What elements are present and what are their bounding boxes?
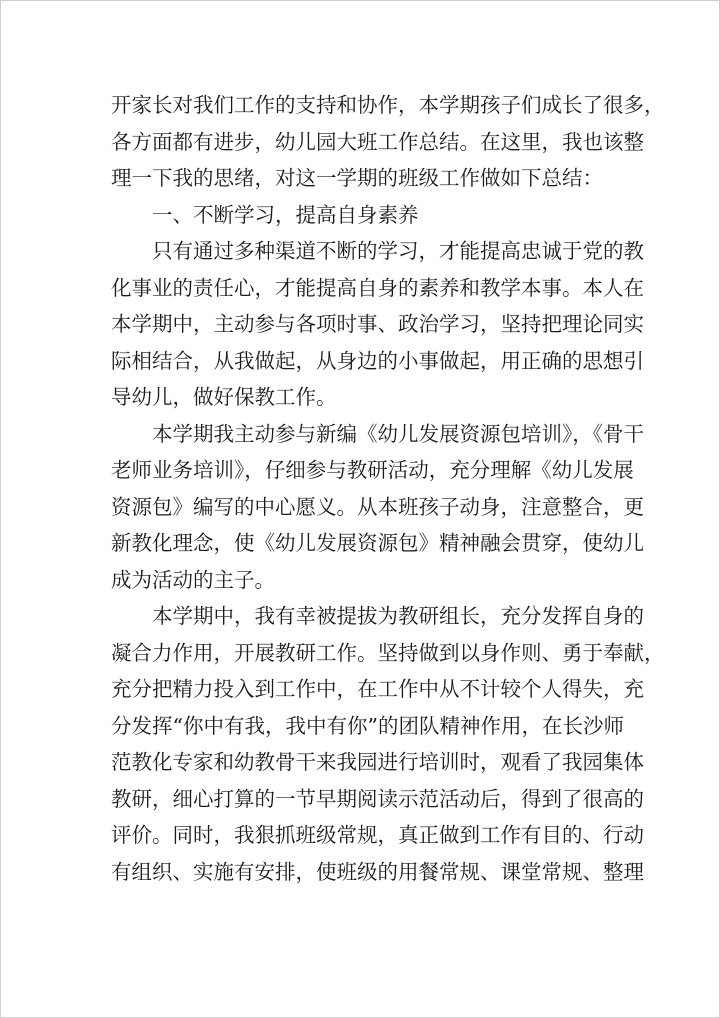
text-line: 导幼儿，做好保教工作。 [111, 385, 337, 409]
text-line: 只有通过多种渠道不断的学习，才能提高忠诚于党的教 [152, 239, 644, 263]
text-line: 新教化理念，使《幼儿发展资源包》精神融会贯穿，使幼儿 [111, 531, 644, 555]
text-line: 开家长对我们工作的支持和协作，本学期孩子们成长了很多， [111, 93, 665, 117]
text-line: 老师业务培训》，仔细参与教研活动，充分理解《幼儿发展 [111, 458, 634, 482]
document-body [111, 87, 665, 890]
text-line: 成为活动的主子。 [111, 567, 275, 592]
text-line: 理一下我的思绪，对这一学期的班级工作做如下总结： [111, 166, 603, 190]
text-line: 评价。同时，我狠抓班级常规，真正做到工作有目的、行动 [111, 823, 644, 847]
text-line: 资源包》编写的中心愿义。从本班孩子动身，注意整合，更 [111, 494, 644, 519]
text-line: 范教化专家和幼教骨干来我园进行培训时，观看了我园集体 [111, 750, 644, 774]
text-line: 凝合力作用，开展教研工作。坚持做到以身作则、勇于奉献， [111, 640, 665, 665]
text-line: 化事业的责任心，才能提高自身的素养和教学本事。本人在 [111, 275, 644, 300]
text-line: 分发挥“你中有我，我中有你”的团队精神作用，在长沙师 [111, 713, 624, 738]
text-line: 各方面都有进步，幼儿园大班工作总结。在这里，我也该整 [111, 129, 644, 154]
text-line: 一、不断学习，提高自身素养 [152, 202, 419, 227]
text-line: 有组织、实施有安排，使班级的用餐常规、课堂常规、整理 [111, 859, 644, 884]
text-line: 教研，细心打算的一节早期阅读示范活动后，得到了很高的 [111, 786, 644, 811]
text-line: 际相结合，从我做起，从身边的小事做起，用正确的思想引 [111, 348, 644, 373]
text-line: 充分把精力投入到工作中，在工作中从不计较个人得失，充 [111, 677, 644, 701]
text-line: 本学期我主动参与新编《幼儿发展资源包培训》，《骨干 [152, 421, 644, 446]
text-line: 本学期中，主动参与各项时事、政治学习，坚持把理论同实 [111, 312, 644, 336]
text-line: 本学期中，我有幸被提拔为教研组长，充分发挥自身的 [152, 604, 644, 628]
